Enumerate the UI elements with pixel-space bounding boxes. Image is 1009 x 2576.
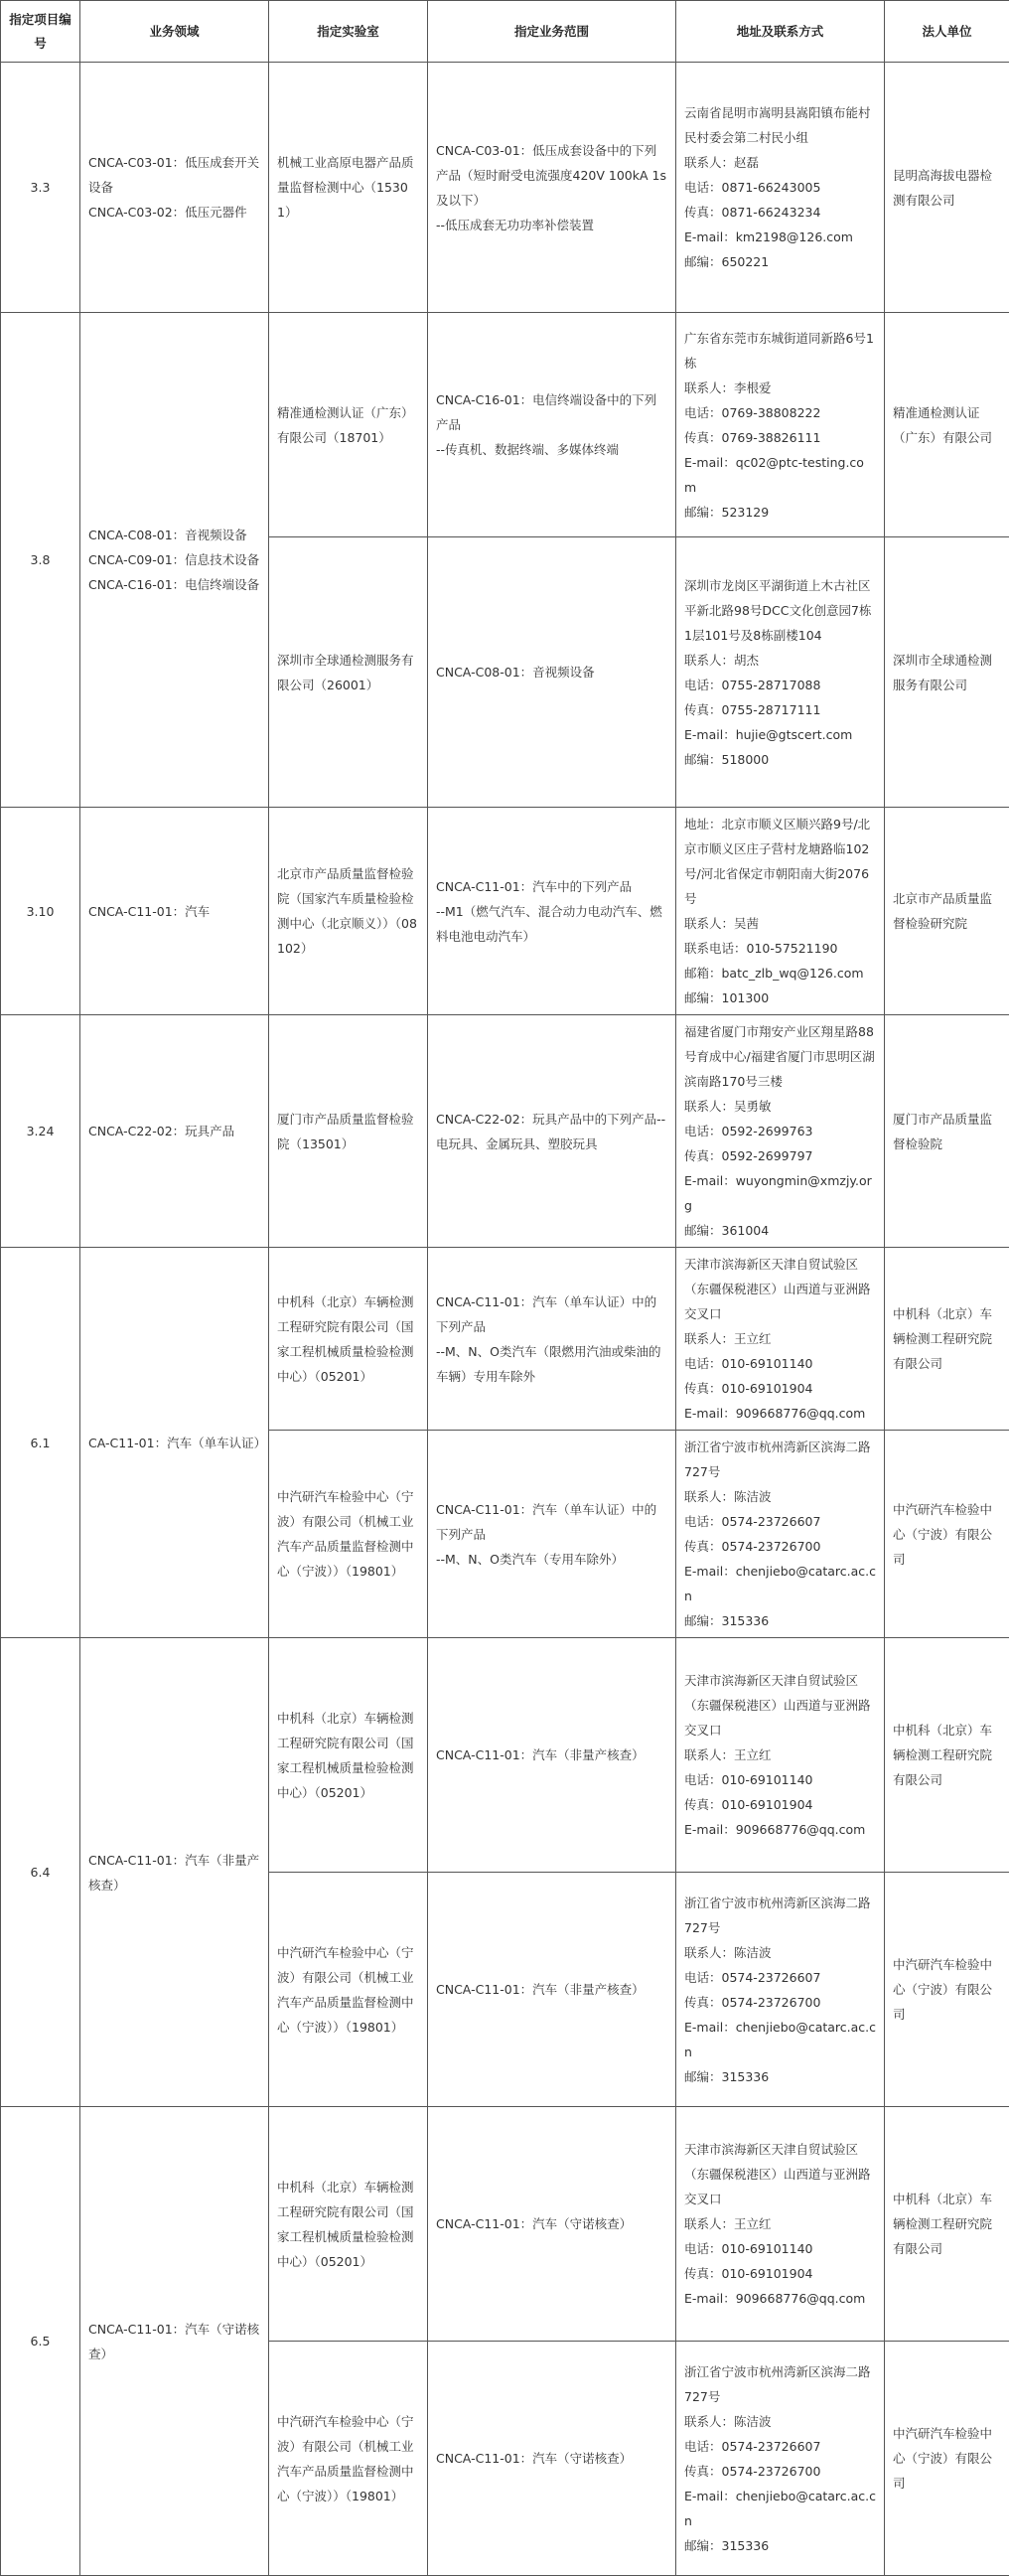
designated-scope: CNCA-C11-01：汽车（守诺核查） — [428, 2107, 676, 2342]
address-contact: 浙江省宁波市杭州湾新区滨海二路727号 联系人：陈洁波 电话：0574-23726607 传真：0574-23726700 E-mail：chenjiebo@catarc.ac.cn 邮编：315336 — [676, 1873, 885, 2107]
table-header-row — [1, 1, 1009, 63]
legal-entity: 中机科（北京）车辆检测工程研究院有限公司 — [885, 1638, 1009, 1873]
project-id: 6.4 — [1, 1638, 80, 2107]
header-designated-scope: 指定业务范围 — [428, 1, 676, 63]
designated-lab: 厦门市产品质量监督检验院（13501） — [269, 1015, 428, 1248]
address-contact: 天津市滨海新区天津自贸试验区（东疆保税港区）山西道与亚洲路交叉口 联系人：王立红 电话：010-69101140 传真：010-69101904 E-mail：909668776@qq.com — [676, 1248, 885, 1431]
designated-lab: 中汽研汽车检验中心（宁波）有限公司（机械工业汽车产品质量监督检测中心（宁波））（19801） — [269, 2342, 428, 2576]
address-contact: 浙江省宁波市杭州湾新区滨海二路727号 联系人：陈洁波 电话：0574-23726607 传真：0574-23726700 E-mail：chenjiebo@catarc.ac.cn 邮编：315336 — [676, 2342, 885, 2576]
header-designated-lab: 指定实验室 — [269, 1, 428, 63]
table-row — [1, 63, 1009, 313]
legal-entity: 中汽研汽车检验中心（宁波）有限公司 — [885, 2342, 1009, 2576]
address-contact: 广东省东莞市东城街道同新路6号1栋 联系人：李根爱 电话：0769-38808222 传真：0769-38826111 E-mail：qc02@ptc-testing.com 邮编：523129 — [676, 313, 885, 537]
project-id: 6.1 — [1, 1248, 80, 1638]
legal-entity: 中汽研汽车检验中心（宁波）有限公司 — [885, 1431, 1009, 1638]
designated-scope: CNCA-C11-01：汽车（非量产核查） — [428, 1638, 676, 1873]
header-business-field: 业务领域 — [80, 1, 269, 63]
project-id: 3.10 — [1, 808, 80, 1015]
header-project-id: 指定项目编号 — [1, 1, 80, 63]
address-contact: 地址：北京市顺义区顺兴路9号/北京市顺义区庄子营村龙塘路临102号/河北省保定市朝阳南大街2076号 联系人：吴茜 联系电话：010-57521190 邮箱：batc_zlb_wq@126.com 邮编：101300 — [676, 808, 885, 1015]
designated-lab: 中汽研汽车检验中心（宁波）有限公司（机械工业汽车产品质量监督检测中心（宁波））（19801） — [269, 1431, 428, 1638]
address-contact: 天津市滨海新区天津自贸试验区（东疆保税港区）山西道与亚洲路交叉口 联系人：王立红 电话：010-69101140 传真：010-69101904 E-mail：909668776@qq.com — [676, 2107, 885, 2342]
business-field: CA-C11-01：汽车（单车认证） — [80, 1248, 269, 1638]
table-row — [1, 808, 1009, 1015]
address-contact: 云南省昆明市嵩明县嵩阳镇布能村民村委会第二村民小组 联系人：赵磊 电话：0871-66243005 传真：0871-66243234 E-mail：km2198@126.com 邮编：650221 — [676, 63, 885, 313]
project-id: 3.8 — [1, 313, 80, 808]
table-row — [1, 313, 1009, 537]
designated-scope: CNCA-C11-01：汽车（非量产核查） — [428, 1873, 676, 2107]
business-field: CNCA-C22-02：玩具产品 — [80, 1015, 269, 1248]
legal-entity: 厦门市产品质量监督检验院 — [885, 1015, 1009, 1248]
business-field: CNCA-C11-01：汽车 — [80, 808, 269, 1015]
designated-lab: 机械工业高原电器产品质量监督检测中心（15301） — [269, 63, 428, 313]
table-row — [1, 2107, 1009, 2342]
designated-scope: CNCA-C03-01：低压成套设备中的下列产品（短时耐受电流强度420V 100kA 1s及以下） --低压成套无功功率补偿装置 — [428, 63, 676, 313]
header-legal-entity: 法人单位 — [885, 1, 1009, 63]
table-row — [1, 1248, 1009, 1431]
designated-lab: 中机科（北京）车辆检测工程研究院有限公司（国家工程机械质量检验检测中心）（05201） — [269, 1638, 428, 1873]
legal-entity: 深圳市全球通检测服务有限公司 — [885, 537, 1009, 808]
designated-lab: 中机科（北京）车辆检测工程研究院有限公司（国家工程机械质量检验检测中心）（05201） — [269, 1248, 428, 1431]
address-contact: 深圳市龙岗区平湖街道上木古社区平新北路98号DCC文化创意园7栋1层101号及8栋副楼104 联系人：胡杰 电话：0755-28717088 传真：0755-28717111 E-mail：hujie@gtscert.com 邮编：518000 — [676, 537, 885, 808]
legal-entity: 中汽研汽车检验中心（宁波）有限公司 — [885, 1873, 1009, 2107]
legal-entity: 中机科（北京）车辆检测工程研究院有限公司 — [885, 1248, 1009, 1431]
address-contact: 浙江省宁波市杭州湾新区滨海二路727号 联系人：陈洁波 电话：0574-23726607 传真：0574-23726700 E-mail：chenjiebo@catarc.ac.cn 邮编：315336 — [676, 1431, 885, 1638]
designated-scope: CNCA-C11-01：汽车（守诺核查） — [428, 2342, 676, 2576]
legal-entity: 中机科（北京）车辆检测工程研究院有限公司 — [885, 2107, 1009, 2342]
designated-lab: 北京市产品质量监督检验院（国家汽车质量检验检测中心（北京顺义））（08102） — [269, 808, 428, 1015]
business-field: CNCA-C11-01：汽车（守诺核查） — [80, 2107, 269, 2576]
legal-entity: 精准通检测认证（广东）有限公司 — [885, 313, 1009, 537]
designated-lab: 中机科（北京）车辆检测工程研究院有限公司（国家工程机械质量检验检测中心）（05201） — [269, 2107, 428, 2342]
address-contact: 天津市滨海新区天津自贸试验区（东疆保税港区）山西道与亚洲路交叉口 联系人：王立红 电话：010-69101140 传真：010-69101904 E-mail：909668776@qq.com — [676, 1638, 885, 1873]
designated-scope: CNCA-C11-01：汽车（单车认证）中的下列产品 --M、N、O类汽车（专用车除外） — [428, 1431, 676, 1638]
designated-lab: 精准通检测认证（广东）有限公司（18701） — [269, 313, 428, 537]
table-row — [1, 1638, 1009, 1873]
header-address-contact: 地址及联系方式 — [676, 1, 885, 63]
business-field: CNCA-C08-01：音视频设备 CNCA-C09-01：信息技术设备 CNCA-C16-01：电信终端设备 — [80, 313, 269, 808]
address-contact: 福建省厦门市翔安产业区翔星路88号育成中心/福建省厦门市思明区湖滨南路170号三楼 联系人：吴勇敏 电话：0592-2699763 传真：0592-2699797 E-mail：wuyongmin@xmzjy.org 邮编：361004 — [676, 1015, 885, 1248]
designated-scope: CNCA-C22-02：玩具产品中的下列产品--电玩具、金属玩具、塑胶玩具 — [428, 1015, 676, 1248]
project-id: 6.5 — [1, 2107, 80, 2576]
designated-lab: 中汽研汽车检验中心（宁波）有限公司（机械工业汽车产品质量监督检测中心（宁波））（19801） — [269, 1873, 428, 2107]
project-id: 3.3 — [1, 63, 80, 313]
business-field: CNCA-C11-01：汽车（非量产核查） — [80, 1638, 269, 2107]
designated-scope: CNCA-C16-01：电信终端设备中的下列产品 --传真机、数据终端、多媒体终端 — [428, 313, 676, 537]
designated-scope: CNCA-C11-01：汽车（单车认证）中的下列产品 --M、N、O类汽车（限燃用汽油或柴油的车辆）专用车除外 — [428, 1248, 676, 1431]
designated-lab: 深圳市全球通检测服务有限公司（26001） — [269, 537, 428, 808]
legal-entity: 昆明高海拔电器检测有限公司 — [885, 63, 1009, 313]
designated-scope: CNCA-C11-01：汽车中的下列产品 --M1（燃气汽车、混合动力电动汽车、燃料电池电动汽车） — [428, 808, 676, 1015]
legal-entity: 北京市产品质量监督检验研究院 — [885, 808, 1009, 1015]
table-row — [1, 1015, 1009, 1248]
project-id: 3.24 — [1, 1015, 80, 1248]
business-field: CNCA-C03-01：低压成套开关设备 CNCA-C03-02：低压元器件 — [80, 63, 269, 313]
designated-scope: CNCA-C08-01：音视频设备 — [428, 537, 676, 808]
